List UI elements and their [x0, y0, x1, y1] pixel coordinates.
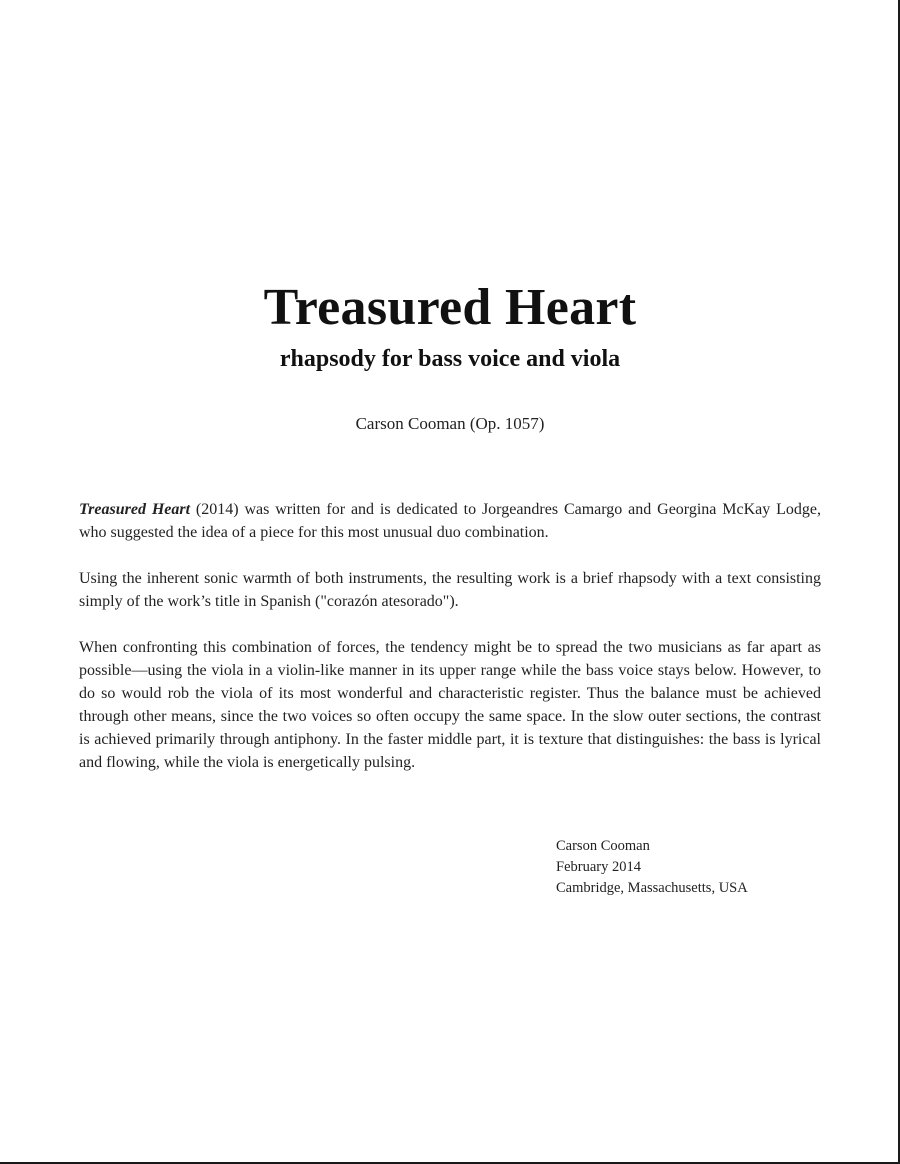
- notes-paragraph-1-text: (2014) was written for and is dedicated to Jorgeandres Camargo and Georgina McKay Lodge, who suggested the idea of a piece for this most unusual duo combination.: [79, 501, 822, 541]
- signature-block: [556, 836, 748, 899]
- signature-date: February 2014: [556, 859, 641, 875]
- notes-paragraph-3: When confronting this combination of forces, the tendency might be to spread the two musicians as far apart as possible—using the viola in a violin-like manner in its upper range while the bass voice stays below. However, to do so would rob the viola of its most wonderful and characteristic register. Thus the balance must be achieved through other means, since the two voices so often occupy the same space. In the slow outer sections, the contrast is achieved primarily through antiphony. In the faster middle part, it is texture that distinguishes: the bass is lyrical and flowing, while the viola is energetically pulsing.: [79, 639, 821, 771]
- signature-name: Carson Cooman: [556, 838, 650, 854]
- composer-line: Carson Cooman (Op. 1057): [355, 414, 545, 433]
- notes-paragraph-1: [79, 498, 821, 544]
- notes-paragraph-2: Using the inherent sonic warmth of both instruments, the resulting work is a brief rhapsody with a text consisting simply of the work’s title in Spanish ("corazón atesorado").: [79, 570, 821, 610]
- work-title: Treasured Heart: [263, 279, 637, 336]
- program-notes: [79, 498, 821, 797]
- work-subtitle: rhapsody for bass voice and viola: [279, 346, 621, 372]
- signature-place: Cambridge, Massachusetts, USA: [556, 880, 748, 896]
- notes-work-title: Treasured Heart: [79, 501, 191, 518]
